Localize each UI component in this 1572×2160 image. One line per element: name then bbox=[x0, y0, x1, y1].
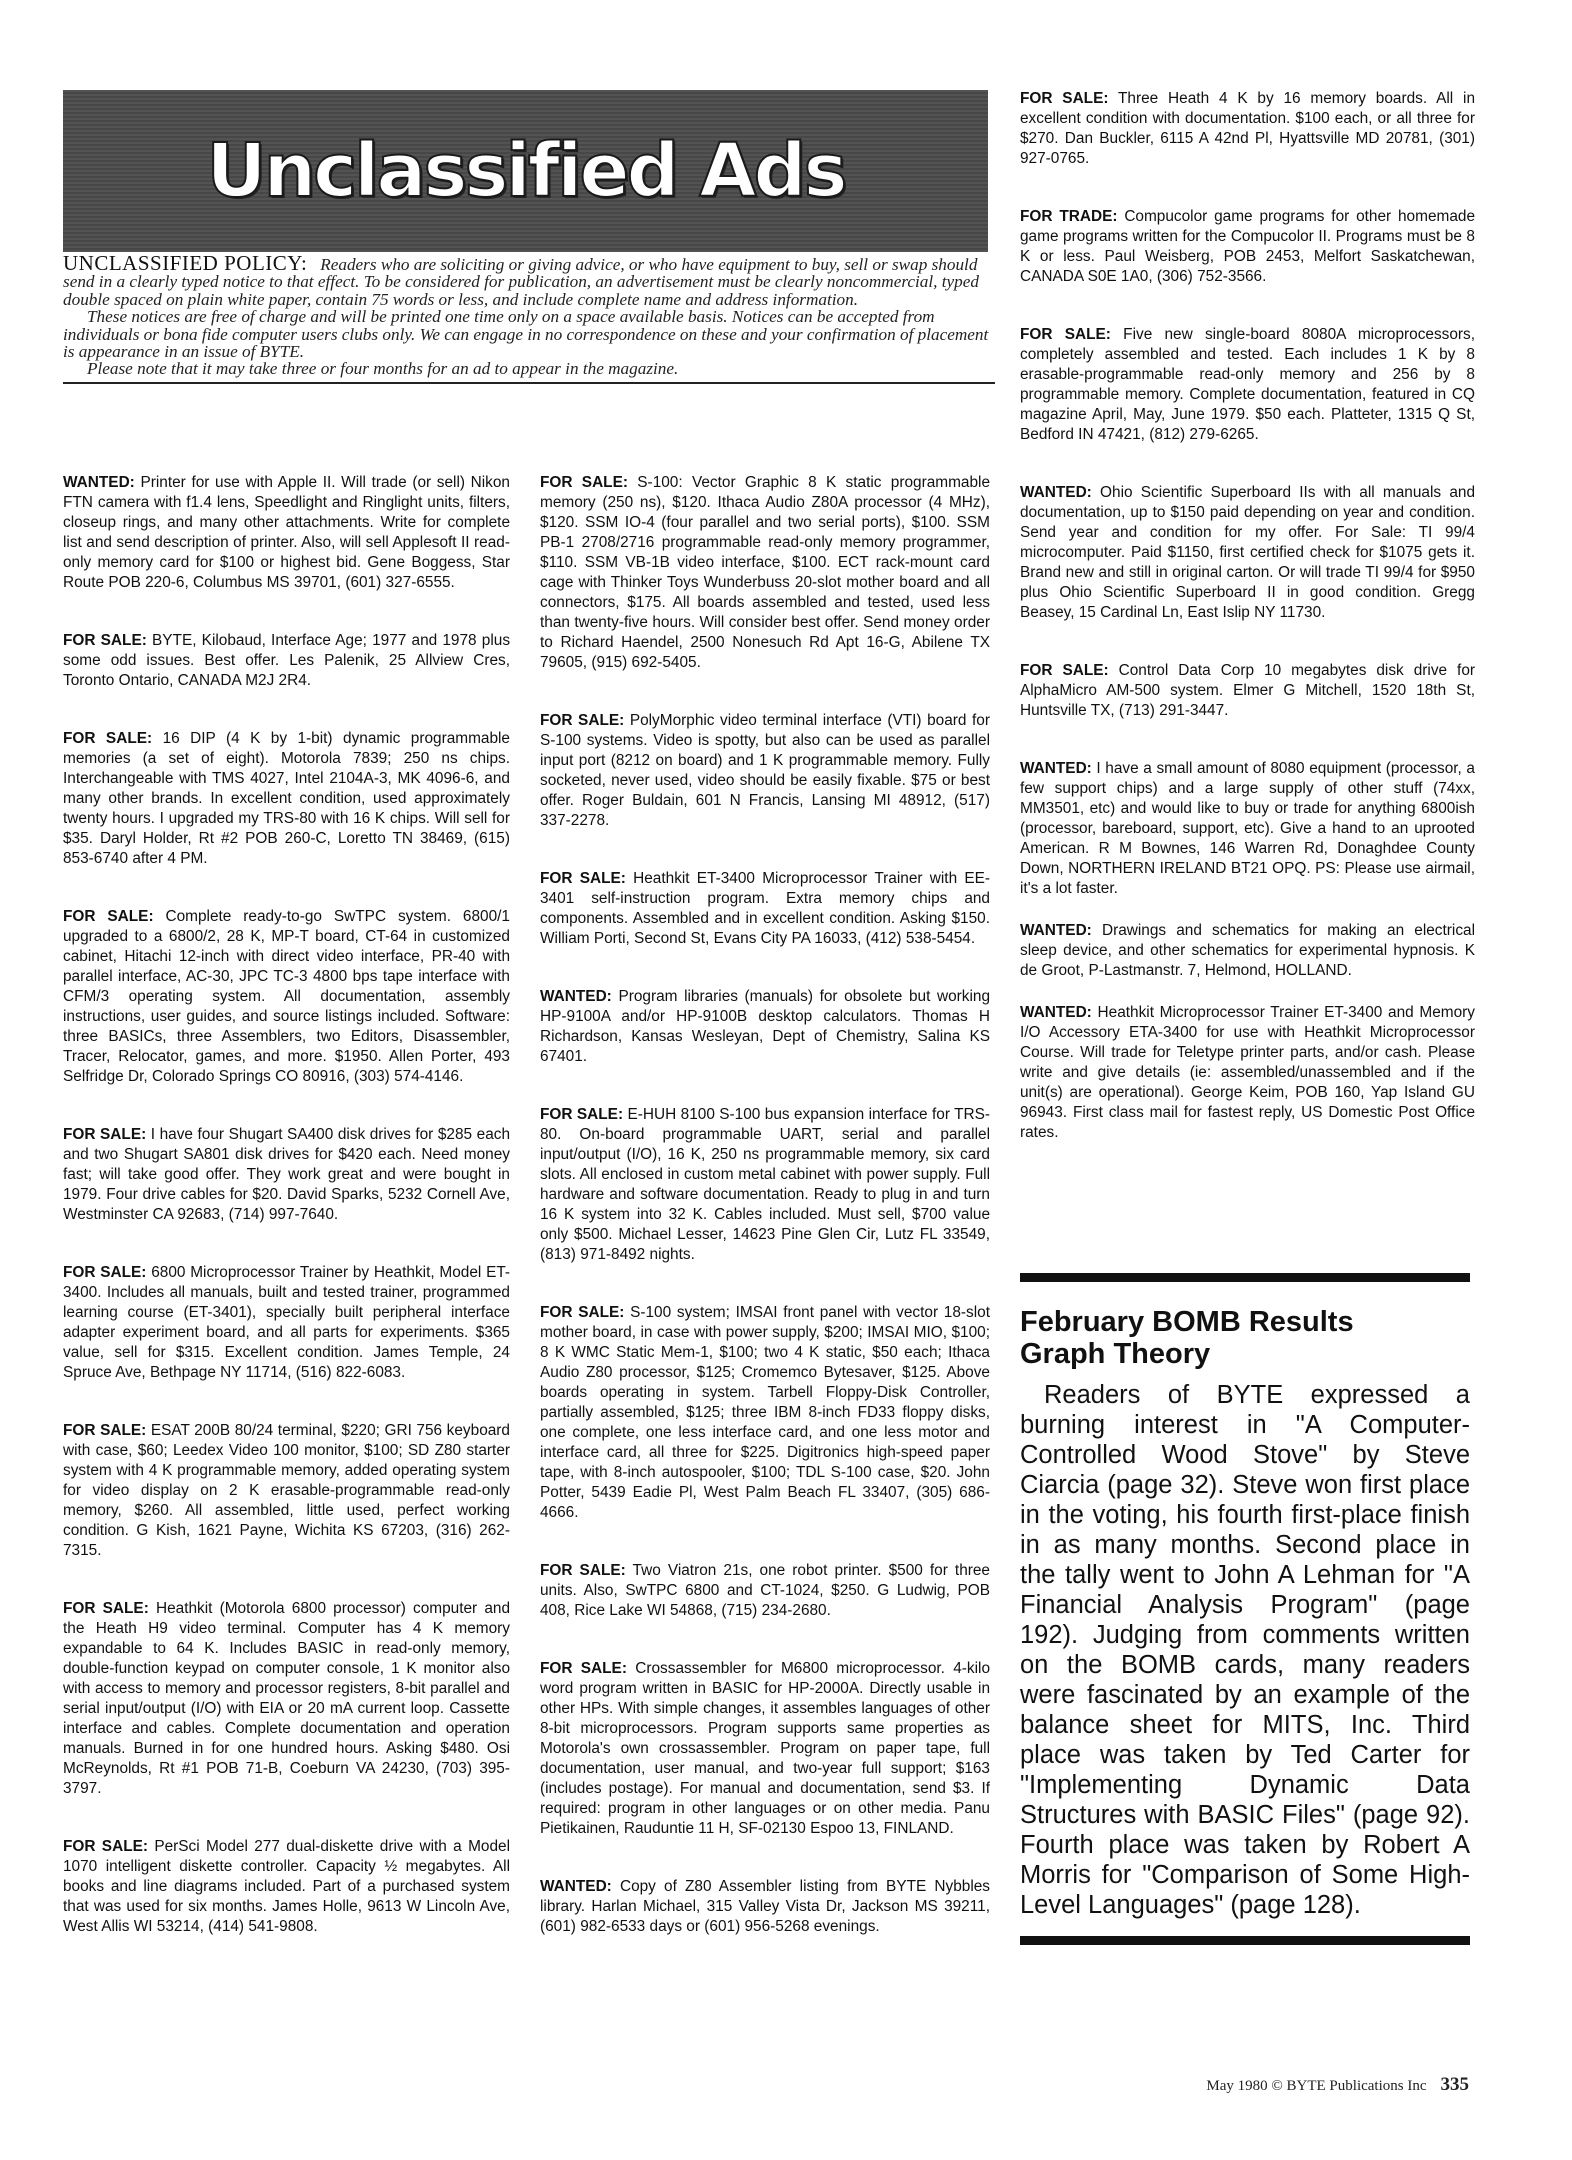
ad-item bbox=[1020, 1003, 1475, 1143]
ad-label: FOR SALE: bbox=[63, 1422, 147, 1439]
ad-text: Compucolor game programs for other homemade game programs written for the Compucolor II. Programs must be 8 K or less. Paul Weisberg, POB 2453, Melfort Saskatchewan, CANADA S0E 1A0, (306) 752-3566. bbox=[1020, 208, 1475, 285]
ad-item bbox=[63, 1421, 510, 1561]
ad-text: Crossassembler for M6800 microprocessor. 4-kilo word program written in BASIC for HP-2000A. Directly usable in other HPs. With simple changes, it assembles languages of other 8-bit microprocessors. Program supports same properties as Motorola's own crossassembler. Program on paper tape, full documentation, user manual, and two-year full support; $163 (includes postage). For manual and documentation, send $3. If required: program in other languages or on other media. Panu Pietikainen, Rauduntie 11 H, SF-02130 Espoo 13, FINLAND. bbox=[540, 1660, 990, 1837]
ad-text: S-100: Vector Graphic 8 K static programmable memory (250 ns), $120. Ithaca Audio Z80A processor (4 MHz), $120. SSM IO-4 (four parallel and two serial ports), $100. SSM PB-1 2708/2716 programmable read-only memory programmer, $110. SSM VB-1B video interface, $100. ECT rack-mount card cage with Thinker Toys Wunderbuss 20-slot mother board and all connectors, $175. All boards assembled and tested, used less than twenty-five hours. Will consider best offer. Send money order to Richard Haendel, 2500 Nonesuch Rd Apt 16-G, Abilene TX 79605, (915) 692-5405. bbox=[540, 474, 991, 671]
ad-text: Complete ready-to-go SwTPC system. 6800/1 upgraded to a 6800/2, 28 K, MP-T board, CT-64 in customized cabinet, Hitachi 12-inch with direct video interface, PR-40 with parallel interface, AC-30, JPC TC-3 4800 bps tape interface with CFM/3 operating system. All documentation, assembly instructions, user guides, and source listings included. Software: three BASICs, three Assemblers, two Editors, Disassembler, Tracer, Relocator, games, and more. $1950. Allen Porter, 493 Selfridge Dr, Colorado Springs CO 80916, (303) 574-4146. bbox=[63, 908, 510, 1085]
ad-item bbox=[1020, 325, 1475, 445]
ad-item bbox=[63, 1263, 510, 1383]
ad-label: FOR SALE: bbox=[540, 474, 628, 491]
ad-item bbox=[540, 1659, 990, 1839]
ad-text: I have a small amount of 8080 equipment (processor, a few support chips) and a large supply of other stuff (74xx, MM3501, etc) and would like to buy or trade for anything 6800ish (processor, bareboard, support, etc). Give a hand to an uprooted American. R M Bownes, 146 Warren Rd, Donaghdee County Down, NORTHERN IRELAND BT21 OPQ. PS: Please use airmail, it's a lot faster. bbox=[1020, 760, 1475, 897]
ad-text: PolyMorphic video terminal interface (VTI) board for S-100 systems. Video is spotty, but also can be used as parallel input port (8212 on board) and 1 K programmable memory. Fully socketed, never used, video should be easily fixable. $75 or best offer. Roger Buldain, 601 N Francis, Lansing MI 48912, (517) 337-2278. bbox=[540, 712, 990, 829]
ad-text: Five new single-board 8080A microprocessors, completely assembled and tested. Each includes 1 K by 8 erasable-programmable read-only memory and 256 by 8 programmable memory. Complete documentation, featured in CQ magazine April, May, June 1979. $50 each. Platteter, 1315 Q St, Bedford IN 47421, (812) 279-6265. bbox=[1020, 326, 1476, 443]
bomb-results-box bbox=[1020, 1273, 1470, 1945]
ad-label: FOR SALE: bbox=[1020, 90, 1109, 107]
ad-item bbox=[540, 869, 990, 949]
ad-item bbox=[540, 1877, 990, 1937]
bomb-title-line-1: February BOMB Results bbox=[1020, 1306, 1354, 1338]
ad-text: Two Viatron 21s, one robot printer. $500 for three units. Also, SwTPC 6800 and CT-1024, $250. G Ludwig, POB 408, Rice Lake WI 54868, (715) 234-2680. bbox=[540, 1562, 990, 1619]
ad-text: PerSci Model 277 dual-diskette drive with a Model 1070 intelligent diskette controller. Capacity ½ megabytes. All books and line diagrams included. Part of a purchased system that was used for six months. James Holle, 9613 W Lincoln Ave, West Allis WI 53214, (414) 541-9808. bbox=[63, 1838, 510, 1935]
ad-label: FOR SALE: bbox=[63, 730, 153, 747]
ad-item bbox=[63, 729, 510, 869]
ad-label: FOR SALE: bbox=[540, 870, 626, 887]
ad-text: Program libraries (manuals) for obsolete but working HP-9100A and/or HP-9100B desktop calculators. Thomas H Richardson, Kansas Wesleyan, Dept of Chemistry, Salina KS 67401. bbox=[540, 988, 991, 1065]
ad-label: FOR SALE: bbox=[1020, 326, 1111, 343]
banner-title: Unclassified Ads bbox=[206, 128, 845, 214]
ad-label: WANTED: bbox=[1020, 760, 1092, 777]
ad-label: FOR SALE: bbox=[63, 1838, 148, 1855]
ad-label: WANTED: bbox=[540, 1878, 612, 1895]
unclassified-policy bbox=[63, 251, 995, 384]
ad-label: FOR SALE: bbox=[63, 1600, 149, 1617]
ad-text: Copy of Z80 Assembler listing from BYTE Nybbles library. Harlan Michael, 315 Valley Vista Dr, Jackson MS 39211, (601) 982-6533 days or (601) 956-5268 evenings. bbox=[540, 1878, 990, 1935]
policy-paragraph-3: Please note that it may take three or four months for an ad to appear in the magazine. bbox=[87, 359, 679, 379]
ad-item bbox=[540, 1105, 990, 1265]
footer-text: May 1980 © BYTE Publications Inc bbox=[1206, 2078, 1427, 2094]
bomb-body: Readers of BYTE expressed a burning interest in "A Computer-Controlled Wood Stove" by Steve Ciarcia (page 32). Steve won first place in the voting, his fourth first-place finish in as many months. Second place in the tally went to John A Lehman for "A Financial Analysis Program" (page 192). Judging from comments written on the BOMB cards, many readers were fascinated by an example of the balance sheet for MITS, Inc. Third place was taken by Ted Carter for "Implementing Dynamic Data Structures with BASIC Files" (page 92). Fourth place was taken by Robert A Morris for "Comparison of Some High-Level Languages" (page 128). bbox=[1020, 1381, 1470, 1919]
policy-text-1: Readers who are soliciting or giving advice, or who have equipment to buy, sell or swap should send in a clearly typed notice to that effect. To be considered for publication, an advertisement must be clearly noncommercial, typed double spaced on plain white paper, contain 75 words or less, and include complete name and address information. bbox=[63, 255, 979, 309]
ad-item bbox=[63, 907, 510, 1087]
ad-item bbox=[540, 1303, 990, 1523]
ad-text: E-HUH 8100 S-100 bus expansion interface for TRS-80. On-board programmable UART, serial and parallel input/output (I/O), 16 K, 250 ns programmable memory, six card slots. All enclosed in custom metal cabinet with power supply. Full hardware and software documentation. Ready to plug in and turn 16 K system into 32 K. Cables included. Must sell, $700 value only $500. Michael Lesser, 14623 Pine Glen Cir, Lutz FL 33549, (813) 971-8492 nights. bbox=[540, 1106, 991, 1263]
ad-item bbox=[63, 1599, 510, 1799]
ad-label: WANTED: bbox=[1020, 922, 1092, 939]
ads-column-3 bbox=[1020, 89, 1475, 1165]
ad-label: FOR SALE: bbox=[540, 1106, 624, 1123]
ad-label: WANTED: bbox=[1020, 484, 1092, 501]
section-banner bbox=[63, 90, 988, 252]
ad-text: 6800 Microprocessor Trainer by Heathkit, Model ET-3400. Includes all manuals, built and tested trainer, programmed learning course (ET-3401), specially built peripheral interface adapter experiment board, and all parts for experiments. $365 value, sell for $315. Excellent condition. James Temple, 24 Spruce Ave, Bethpage NY 11714, (516) 822-6083. bbox=[63, 1264, 511, 1381]
ad-item bbox=[63, 473, 510, 593]
ad-label: FOR SALE: bbox=[540, 1304, 625, 1321]
page-footer bbox=[1206, 2074, 1469, 2096]
ad-text: Ohio Scientific Superboard IIs with all manuals and documentation, up to $150 paid depending on year and condition. Send year and condition for my offer. For Sale: TI 99/4 microcomputer. Paid $1150, first certified check for $1075 gets it. Brand new and still in original carton. Or will trade TI 99/4 for $950 plus Ohio Scientific Superboard II in good condition. Gregg Beasey, 15 Cardinal Ln, East Islip NY 11730. bbox=[1020, 484, 1476, 621]
ad-label: FOR SALE: bbox=[1020, 662, 1109, 679]
bomb-title-line-2: Graph Theory bbox=[1020, 1338, 1211, 1370]
ad-text: S-100 system; IMSAI front panel with vector 18-slot mother board, in case with power supply, $200; IMSAI MIO, $100; 8 K WMC Static Mem-1, $100; two 4 K static, $50 each; Ithaca Audio Z80 processor, $125; Cromemco Bytesaver, $125. Above boards operating in system. Tarbell Floppy-Disk Controller, partially assembled, $125; three IBM 8-inch FD33 floppy disks, one complete, one less interface card, and one less motor and interface card, all three for $225. Digitronics high-speed paper tape, with 8-inch autospooler, $100; TDL S-100 case, $20. John Potter, 5439 Eadie Pl, West Palm Beach FL 33407, (305) 686-4666. bbox=[540, 1304, 990, 1521]
ad-label: FOR SALE: bbox=[63, 632, 147, 649]
ad-label: FOR SALE: bbox=[540, 1660, 627, 1677]
ad-item bbox=[1020, 759, 1475, 899]
policy-paragraph-2: These notices are free of charge and will be printed one time only on a space available basis. Notices can be accepted from individuals or bona fide computer users clubs only. We can engage in no correspondence on these and your confirmation of placement is appearance in an issue of BYTE. bbox=[63, 307, 989, 362]
ad-label: FOR SALE: bbox=[63, 1264, 147, 1281]
ad-item bbox=[540, 987, 990, 1067]
policy-paragraph-1 bbox=[63, 251, 995, 309]
ad-label: FOR SALE: bbox=[63, 1126, 147, 1143]
ads-column-1 bbox=[63, 473, 510, 1975]
ad-item bbox=[63, 1125, 510, 1225]
ad-text: Drawings and schematics for making an electrical sleep device, and other schematics for experimental hypnosis. K de Groot, P-Lastmanstr. 7, Helmond, HOLLAND. bbox=[1020, 922, 1475, 979]
ad-label: FOR SALE: bbox=[63, 908, 154, 925]
ad-item bbox=[540, 473, 990, 673]
ad-label: WANTED: bbox=[1020, 1004, 1092, 1021]
ad-text: BYTE, Kilobaud, Interface Age; 1977 and 1978 plus some odd issues. Best offer. Les Palenik, 25 Allview Cres, Toronto Ontario, CANADA M2J 2R4. bbox=[63, 632, 511, 689]
ad-label: WANTED: bbox=[63, 474, 135, 491]
ad-item bbox=[63, 1837, 510, 1937]
ad-label: WANTED: bbox=[540, 988, 612, 1005]
ad-text: Printer for use with Apple II. Will trade (or sell) Nikon FTN camera with f1.4 lens, Speedlight and Ringlight units, filters, closeup rings, and many other attachments. Write for complete list and send description of printer. Also, will sell Applesoft II read-only memory card for $100 or highest bid. Gene Boggess, Star Route POB 220-6, Columbus MS 39701, (601) 327-6555. bbox=[63, 474, 510, 591]
ad-text: 16 DIP (4 K by 1-bit) dynamic programmable memories (a set of eight). Motorola 7839; 250 ns chips. Interchangeable with TMS 4027, Intel 2104A-3, MK 4096-6, and many other brands. In excellent condition, used approximately twenty hours. I upgraded my TRS-80 with 16 K chips. Will sell for $35. Daryl Holder, Rt #2 POB 260-C, Loretto TN 38469, (615) 853-6740 after 4 PM. bbox=[63, 730, 510, 867]
ad-item bbox=[540, 711, 990, 831]
ad-item bbox=[1020, 207, 1475, 287]
ad-item bbox=[63, 631, 510, 691]
ad-label: FOR SALE: bbox=[540, 1562, 626, 1579]
ad-item bbox=[1020, 89, 1475, 169]
page-number: 335 bbox=[1440, 2074, 1469, 2095]
policy-label: UNCLASSIFIED POLICY: bbox=[63, 251, 308, 275]
ads-column-2 bbox=[540, 473, 990, 1975]
ad-text: Control Data Corp 10 megabytes disk drive for AlphaMicro AM-500 system. Elmer G Mitchell, 1520 18th St, Huntsville TX, (713) 291-3447. bbox=[1020, 662, 1476, 719]
bomb-title bbox=[1020, 1306, 1470, 1370]
ad-item bbox=[1020, 483, 1475, 623]
ad-item bbox=[540, 1561, 990, 1621]
ad-label: FOR TRADE: bbox=[1020, 208, 1118, 225]
ad-item bbox=[1020, 661, 1475, 721]
ad-text: I have four Shugart SA400 disk drives for $285 each and two Shugart SA801 disk drives for $420 each. Need money fast; will take good offer. They work great and were bought in 1979. Four drive cables for $20. David Sparks, 5232 Cornell Ave, Westminster CA 92683, (714) 997-7640. bbox=[63, 1126, 511, 1223]
ad-text: Heathkit ET-3400 Microprocessor Trainer with EE-3401 self-instruction program. Extra memory chips and components. Assembled and in excellent condition. Asking $150. William Porti, Second St, Evans City PA 16033, (412) 538-5454. bbox=[540, 870, 991, 947]
ad-text: Heathkit (Motorola 6800 processor) computer and the Heath H9 video terminal. Computer has 4 K memory expandable to 64 K. Includes BASIC in read-only memory, double-function keypad on computer console, 1 K monitor also with access to memory and processor registers, 8-bit parallel and serial input/output (I/O) with EIA or 20 mA current loop. Cassette interface and cables. Complete documentation and operation manuals. Burned in for one hundred hours. Asking $480. Osi McReynolds, Rt #1 POB 71-B, Coeburn VA 24230, (703) 395-3797. bbox=[63, 1600, 510, 1797]
ad-text: Three Heath 4 K by 16 memory boards. All in excellent condition with documentation. $100 each, or all three for $270. Dan Buckler, 6115 A 42nd Pl, Hyattsville MD 20781, (301) 927-0765. bbox=[1020, 90, 1476, 167]
ad-text: ESAT 200B 80/24 terminal, $220; GRI 756 keyboard with case, $60; Leedex Video 100 monitor, $100; SD Z80 starter system with 4 K programmable memory, added operating system for video display on 2 K erasable-programmable read-only memory, $260. All assembled, little used, perfect working condition. G Kish, 1621 Payne, Wichita KS 67203, (316) 262-7315. bbox=[63, 1422, 510, 1559]
ad-label: FOR SALE: bbox=[540, 712, 625, 729]
ad-item bbox=[1020, 921, 1475, 981]
ad-text: Heathkit Microprocessor Trainer ET-3400 and Memory I/O Accessory ETA-3400 for use with Heathkit Microprocessor Course. Will trade for Teletype printer parts, and/or cash. Please write and give details (ie: assembled/unassembled and if the unit(s) are operational). George Keim, POB 160, Yap Island GU 96943. First class mail for fastest reply, US Domestic Post Office rates. bbox=[1020, 1004, 1475, 1141]
